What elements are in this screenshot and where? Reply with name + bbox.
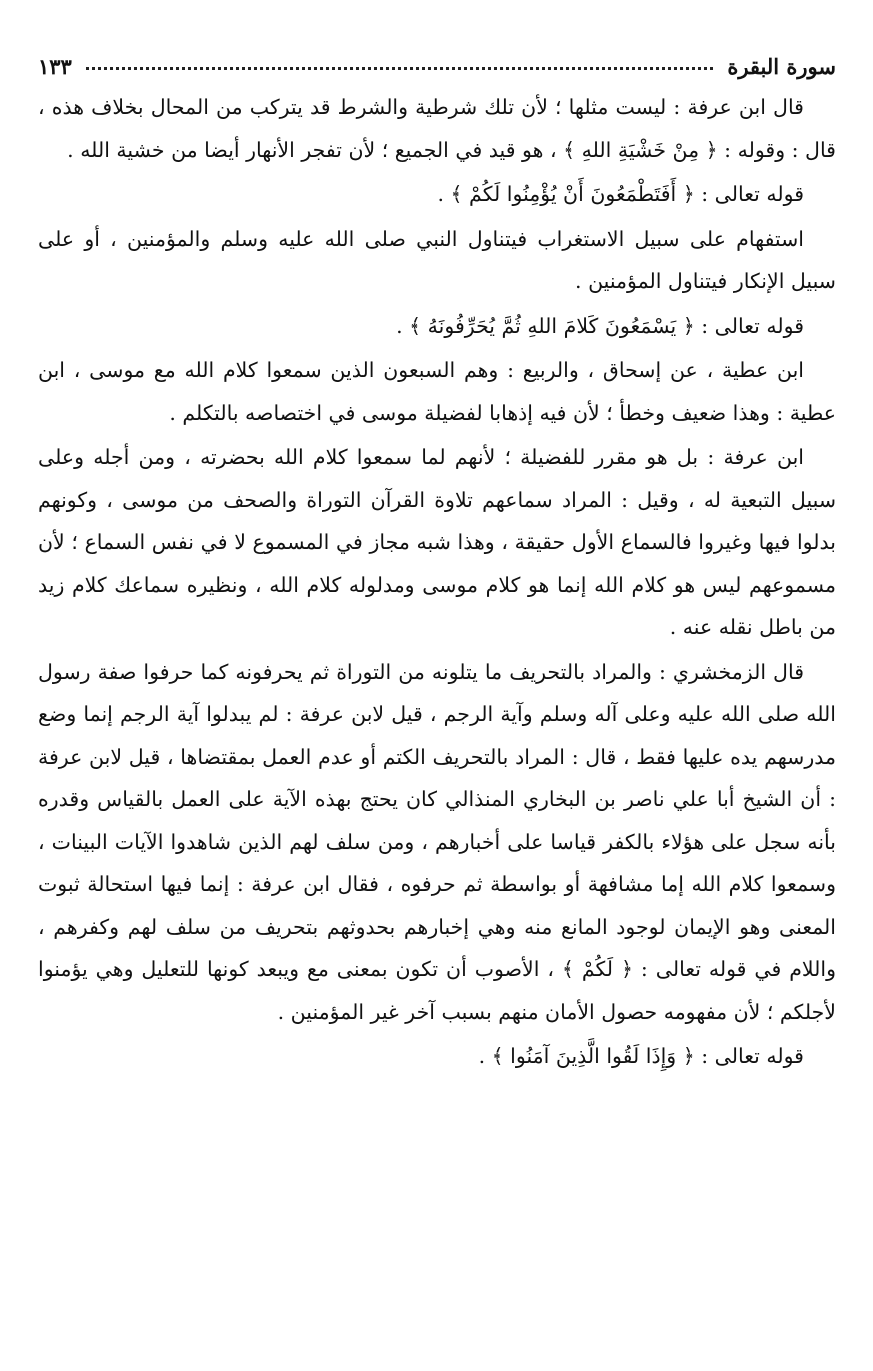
verse-heading-1: قوله تعالى : ﴿ أَفَتَطْمَعُونَ أَنْ يُؤْمِنُوا لَكُمْ ﴾ . xyxy=(437,182,804,206)
body-text xyxy=(38,86,836,1078)
verse-heading-3: قوله تعالى : ﴿ وَإِذَا لَقُوا الَّذِينَ آمَنُوا ﴾ . xyxy=(478,1044,804,1068)
paragraph-ibn-atiyya: ابن عطية ، عن إسحاق ، والربيع : وهم السبعون الذين سمعوا كلام الله مع موسى ، ابن عطية : وهذا ضعيف وخطأ ؛ لأن فيه إذهابا لفضيلة موسى في اختصاصه بالتكلم . xyxy=(38,358,836,425)
running-header xyxy=(38,46,836,86)
paragraph-zamakhshari: قال الزمخشري : والمراد بالتحريف ما يتلونه من التوراة ثم يحرفونه كما حرفوا صفة رسول الله صلى الله عليه وعلى آله وسلم وآية الرجم ، قيل لابن عرفة : لم يبدلوا آية الرجم إنما وضع مدرسهم يده عليها فقط ، قال : المراد بالتحريف الكتم أو عدم العمل بمقتضاها ، قيل لابن عرفة : أن الشيخ أبا علي ناصر بن البخاري المنذالي كان يحتج بهذه الآية على العمل بالقياس وقدره بأنه سجل على هؤلاء بالكفر قياسا على أخبارهم ، ومن سلف لهم الذين شاهدوا الآيات البينات ، وسمعوا كلام الله إما مشافهة أو بواسطة ثم حرفوه ، فقال ابن عرفة : إنما فيها استحالة ثبوت المعنى وهو الإيمان لوجود المانع منه وهي إخبارهم بحدوثهم بتحريف من سلف لهم وكفرهم ، واللام في قوله تعالى : ﴿ لَكُمْ ﴾ ، الأصوب أن تكون بمعنى مع ويبعد كونها للتعليل وهي يؤمنوا لأجلكم ؛ لأن مفهومه حصول الأمان منهم بسبب آخر غير المؤمنين . xyxy=(38,659,836,1024)
page xyxy=(38,46,836,1078)
paragraph-ibn-arafa-2: ابن عرفة : بل هو مقرر للفضيلة ؛ لأنهم لما سمعوا كلام الله بحضرته ، ومن أجله وعلى سبيل التبعية له ، وقيل : المراد سماعهم تلاوة القرآن التوراة والصحف من موسى ، وكونهم بدلوا فيها وغيروا فالسماع الأول حقيقة ، وهذا شبه مجاز في المسموع لا في نفس السماع ؛ لأن مسموعهم ليس هو كلام الله إنما هو كلام موسى ومدلوله كلام الله ، ونظيره سماعك كلام زيد من باطل نقله عنه . xyxy=(38,445,836,639)
verse-heading-2: قوله تعالى : ﴿ يَسْمَعُونَ كَلامَ اللهِ ثُمَّ يُحَرِّفُونَهُ ﴾ . xyxy=(396,313,804,338)
surah-title: سورة البقرة xyxy=(727,53,836,79)
header-dotted-leader xyxy=(86,66,713,70)
paragraph-ibn-arafa-1: قال ابن عرفة : ليست مثلها ؛ لأن تلك شرطية والشرط قد يتركب من المحال بخلاف هذه ، قال : وقوله : ﴿ مِنْ خَشْيَةِ اللهِ ﴾ ، هو قيد في الجميع ؛ لأن تفجر الأنهار أيضا من خشية الله . xyxy=(38,95,836,162)
page-number: ١٣٣ xyxy=(38,53,72,79)
paragraph-istifham: استفهام على سبيل الاستغراب فيتناول النبي صلى الله عليه وسلم والمؤمنين ، أو على سبيل الإنكار فيتناول المؤمنين . xyxy=(38,226,836,293)
